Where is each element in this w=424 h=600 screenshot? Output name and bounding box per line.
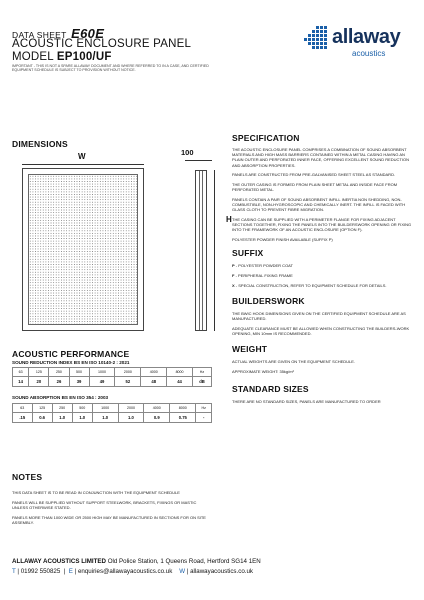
- footer-telephone[interactable]: 01992 550825: [20, 568, 61, 575]
- datasheet-label: DATA SHEET E60E: [12, 26, 105, 41]
- weight-paragraph: APPROXIMATE WEIGHT: 35kg/m²: [232, 368, 294, 374]
- table-row: 14 20 26 39 49 52 48 44 dB: [13, 376, 212, 386]
- table-row: 63 125 250 500 1000 2000 4000 8000 Hz: [13, 404, 212, 413]
- suffix-item: X - SPECIAL CONSTRUCTION, REFER TO EQUIPMENT SCHEDULE FOR DETAILS.: [232, 282, 387, 288]
- spec-paragraph: THE CASING CAN BE SUPPLIED WITH A PERIMETER FLANGE FOR FIXING ADJACENT SECTIONS TOGETHER, FIXING THE PANELS INTO THE BUILDERSWORK OPENING OR FIXING INTO THE FRAMEWORK OF AN ACOUSTIC ENCLOSURE (OPTION F).: [232, 217, 412, 233]
- weight-paragraph: ACTUAL WEIGHTS ARE GIVEN ON THE EQUIPMENT SCHEDULE.: [232, 359, 356, 365]
- logo-name: allaway: [332, 26, 401, 48]
- spec-paragraph: PANELS CONTAIN A PAIR OF SOUND ABSORBENT INFILL INERTIA NON SHEDDING, NON-COMBUSTIBLE, NON-HYGROSCOPIC AND CHEMICALLY INERT. THE INFILL IS FACED WITH GLASS CLOTH TO PREVENT FIBRE MIGRATION.: [232, 196, 406, 213]
- standard-sizes-heading: STANDARD SIZES: [232, 384, 309, 395]
- right-column: [232, 133, 414, 409]
- spec-paragraph: THE ACOUSTIC ENCLOSURE PANEL COMPRISES A COMBINATION OF SOUND ABSORBENT MATERIALS AND HIGH MASS BARRIERS CONTAINED WITHIN A METAL CASING HAVING AN PLAIN OUTER AND PERFORATED INNER FACE, OFFERING EXCELLENT SOUND REDUCTION AND ABSORPTION PROPERTIES.: [232, 147, 409, 168]
- logo-sub: acoustics: [352, 49, 386, 58]
- note-paragraph: PANELS WILL BE SUPPLIED WITHOUT SUPPORT STEELWORK, BRACKETS, FIXINGS OR MASTIC UNLESS OTHERWISE STATED.: [12, 499, 197, 510]
- suffix-item: F - PERIPHERAL FIXING FRAME: [232, 273, 293, 279]
- company-logo: [300, 24, 415, 60]
- panel-side-view: [195, 170, 207, 331]
- footer-address: ALLAWAY ACOUSTICS LIMITED Old Police Station, 1 Queens Road, Hertford SG14 1EN: [12, 558, 261, 565]
- header-note: IMPORTANT - THIS IS NOT A SPARE ALLAWAY DOCUMENT AND WHERE REFERRED TO IN A CASE, AND CERTIFIED EQUIPMENT SCHEDULE IS SUBJECT TO PROVISION WITHOUT NOTICE.: [12, 64, 209, 73]
- specification-heading: SPECIFICATION: [232, 133, 300, 143]
- builderswork-paragraph: ADEQUATE CLEARANCE MUST BE ALLOWED WHEN CONSTRUCTING THE BUILDERS-WORK OPENING, MIN 10mm IS RECOMMENDED.: [232, 325, 410, 337]
- height-dimension-line: [214, 170, 215, 331]
- product-title: [12, 38, 191, 64]
- absorption-table: [12, 403, 212, 423]
- datasheet-code: E60E: [71, 26, 105, 41]
- acoustic-heading: ACOUSTIC PERFORMANCE: [12, 349, 130, 359]
- notes-section: [12, 472, 212, 530]
- panel-front-view: [22, 168, 144, 331]
- spec-paragraph: THE OUTER CASING IS FORMED FROM PLAIN SHEET METAL AND INSIDE FACE FROM PERFORATED METAL.: [232, 182, 398, 193]
- logo-mark-icon: [300, 24, 330, 54]
- depth-dimension-line: [185, 160, 212, 161]
- footer: [12, 557, 412, 577]
- table-row: .15 0.6 1.0 1.0 1.0 1.0 0.9 0.75 -: [13, 412, 212, 422]
- model-line: MODEL EP100/UF: [12, 51, 112, 63]
- suffix-item: P - POLYESTER POWDER COAT: [232, 263, 293, 269]
- note-paragraph: PANELS MORE THAN 1000 WIDE OR 2500 HIGH MAY BE MANUFACTURED IN SECTIONS FOR ON SITE ASSEMBLY.: [12, 514, 206, 525]
- builderswork-heading: BUILDERSWORK: [232, 295, 305, 306]
- sri-table-title: SOUND REDUCTION INDEX BS EN ISO 10140-2 : 2021: [12, 360, 130, 365]
- perforated-face: [28, 174, 138, 325]
- spec-paragraph: PANELS ARE CONSTRUCTED FROM PRE-GALVANISED SHEET STEEL AS STANDARD.: [232, 172, 396, 178]
- title-line: ACOUSTIC ENCLOSURE PANEL: [12, 38, 192, 50]
- model-code: EP100/UF: [56, 51, 112, 63]
- table-row: 63 125 250 500 1000 2000 4000 8000 Hz: [13, 368, 212, 377]
- footer-email-link[interactable]: enquiries@allawayacoustics.co.uk: [77, 568, 173, 575]
- height-label: H: [226, 215, 232, 224]
- note-paragraph: THIS DATA SHEET IS TO BE READ IN CONJUNCTION WITH THE EQUIPMENT SCHEDULE: [12, 490, 180, 495]
- spec-paragraph: POLYESTER POWDER FINISH AVAILABLE (SUFFIX P): [232, 237, 333, 243]
- footer-contacts: T | 01992 550825 | E | enquiries@allawayacoustics.co.uk W | allawayacoustics.co.uk: [12, 568, 254, 575]
- suffix-heading: SUFFIX: [232, 248, 264, 259]
- weight-heading: WEIGHT: [232, 344, 268, 355]
- absorption-table-title: SOUND ABSORPTION BS EN ISO 354 : 2003: [12, 395, 109, 400]
- width-dimension-line: [22, 164, 144, 165]
- sri-table: [12, 367, 212, 387]
- footer-website-link[interactable]: allawayacoustics.co.uk: [190, 568, 254, 575]
- builderswork-paragraph: THE BWIC HOOK DIMENSIONS GIVEN ON THE CERTIFIED EQUIPMENT SCHEDULE ARE AS MANUFACTURED.: [232, 310, 406, 322]
- notes-heading: NOTES: [12, 472, 43, 482]
- standard-sizes-text: THERE ARE NO STANDARD SIZES, PANELS ARE MANUFACTURED TO ORDER: [232, 399, 381, 405]
- width-label: W: [78, 152, 86, 161]
- dimensions-heading: DIMENSIONS: [12, 139, 68, 149]
- depth-label: 100: [181, 148, 194, 157]
